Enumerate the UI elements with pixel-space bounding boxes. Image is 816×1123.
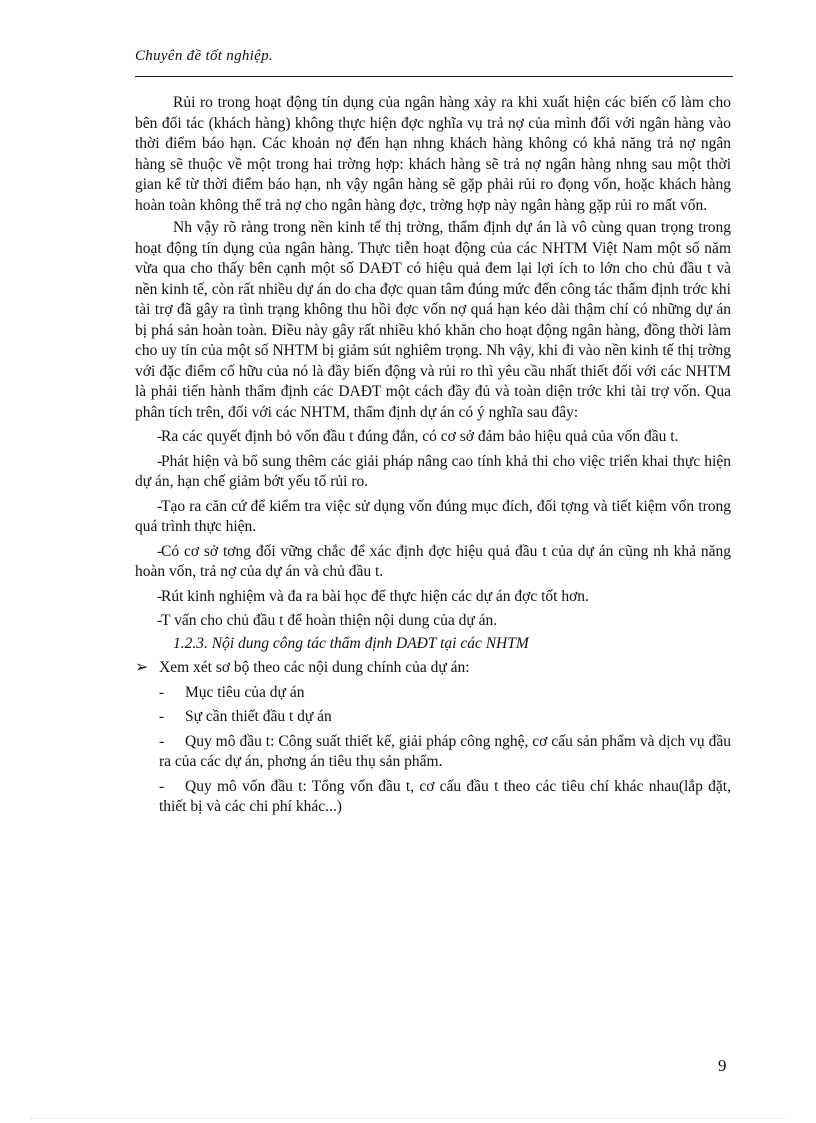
list-item-text: Tạo ra căn cứ để kiểm tra việc sử dụng vốn đúng mục đích, đối tợng và tiết kiệm vốn trong quá trình thực hiện. xyxy=(135,497,731,535)
header-rule xyxy=(135,76,733,77)
list-item xyxy=(135,427,731,448)
arrow-item-text: Xem xét sơ bộ theo các nội dung chính của dự án: xyxy=(159,659,470,676)
list-item xyxy=(135,611,731,632)
list-item-text: Rút kinh nghiệm và đa ra bài học để thực hiện các dự án đợc tốt hơn. xyxy=(161,587,589,605)
list-item-text: Mục tiêu của dự án xyxy=(185,683,305,701)
significance-list xyxy=(135,427,731,632)
dash-bullet: - xyxy=(159,708,165,725)
arrow-bullet-icon: ➢ xyxy=(135,659,149,676)
list-item-text: Ra các quyết định bỏ vốn đầu t đúng đắn, có cơ sở đảm bảo hiệu quả của vốn đầu t. xyxy=(161,428,679,445)
list-item-text: Có cơ sở tơng đối vững chắc để xác định đợc hiệu quả đầu t của dự án cũng nh khả năng hoàn vốn, trả nợ của dự án và chủ đầu t. xyxy=(135,542,731,580)
dash-bullet: - xyxy=(159,683,165,701)
section-subheading: 1.2.3. Nội dung công tác thẩm định DAĐT tại các NHTM xyxy=(173,634,529,652)
page-number: 9 xyxy=(718,1056,727,1075)
list-item xyxy=(135,497,731,538)
dash-bullet: - xyxy=(157,587,163,605)
list-item-text: T vấn cho chủ đầu t để hoàn thiện nội dung của dự án. xyxy=(161,612,498,629)
list-item xyxy=(135,542,731,583)
page-header-title: Chuyên đề tốt nghiệp. xyxy=(135,48,273,64)
dash-bullet: - xyxy=(157,428,163,445)
list-item-text: Quy mô vốn đầu t: Tổng vốn đầu t, cơ cấu đầu t theo các tiêu chí khác nhau(lắp đặt, thiết bị và các chi phí khác...) xyxy=(159,777,731,815)
page-edge-dotted-line xyxy=(30,1118,786,1119)
content-list xyxy=(135,683,731,818)
dash-bullet: - xyxy=(159,732,165,750)
document-body xyxy=(135,93,731,820)
dash-bullet: - xyxy=(157,612,163,629)
list-item-text: Sự cần thiết đầu t dự án xyxy=(185,708,332,725)
list-item xyxy=(135,777,731,818)
list-item xyxy=(135,587,731,608)
dash-bullet: - xyxy=(157,497,163,515)
list-item-text: Phát hiện và bổ sung thêm các giải pháp nâng cao tính khả thi cho việc triển khai thực hiện dự án, hạn chế giảm bớt yếu tố rủi ro. xyxy=(135,452,731,490)
list-item xyxy=(135,707,731,728)
list-item xyxy=(135,732,731,773)
list-item xyxy=(135,452,731,493)
list-item-text: Quy mô đầu t: Công suất thiết kế, giải pháp công nghệ, cơ cấu sản phẩm và dịch vụ đầu ra của các dự án, phơng án tiêu thụ sản phẩm. xyxy=(159,732,731,770)
paragraph-appraisal-importance: Nh vậy rõ ràng trong nền kinh tế thị trờng, thẩm định dự án là vô cùng quan trọng trong hoạt động tín dụng của ngân hàng. Thực tiễn hoạt động của các NHTM Việt Nam một số năm vừa qua cho thấy bên cạnh một số DAĐT có hiệu quả đem lại lợi ích to lớn cho chủ đầu t và nền kinh tế, còn rất nhiều dự án do cha đợc quan tâm đúng mức đến công tác thẩm định trớc khi tài trợ đã gây ra tình trạng không thu hồi đợc vốn nợ quá hạn kéo dài thậm chí có những dự án bị phá sản hoàn toàn. Điều này gây rất nhiều khó khăn cho hoạt động ngân hàng, đồng thời làm cho uy tín của một số NHTM bị giảm sút nghiêm trọng. Nh vậy, khi đi vào nền kinh tế thị trờng với đặc điểm cố hữu của nó là đầy biến động và rủi ro thì yêu cầu nhất thiết đối với các NHTM là phải tiến hành thẩm định các DAĐT một cách đầy đủ và toàn diện trớc khi tài trợ vốn. Qua phân tích trên, đối với các NHTM, thẩm định dự án có ý nghĩa sau đây: xyxy=(135,219,731,421)
paragraph-risk: Rủi ro trong hoạt động tín dụng của ngân hàng xảy ra khi xuất hiện các biến cố làm cho bên đối tác (khách hàng) không thực hiện đợc nghĩa vụ trả nợ của mình đối với ngân hàng vào thời điểm báo hạn. Các khoản nợ đến hạn nhng khách hàng không có khả năng trả nợ ngân hàng sẽ thuộc về một trong hai trờng hợp: khách hàng sẽ trả nợ ngân hàng nhng sau một thời gian kể từ thời điểm báo hạn, nh vậy ngân hàng sẽ gặp phải rủi ro đọng vốn, hoặc khách hàng hoàn toàn không thể trả nợ cho ngân hàng đợc, trờng hợp này ngân hàng gặp rủi ro mất vốn. xyxy=(135,94,731,214)
list-item xyxy=(135,683,731,704)
dash-bullet: - xyxy=(157,542,163,560)
dash-bullet: - xyxy=(157,452,163,470)
arrow-list-item xyxy=(135,658,731,679)
dash-bullet: - xyxy=(159,777,165,795)
